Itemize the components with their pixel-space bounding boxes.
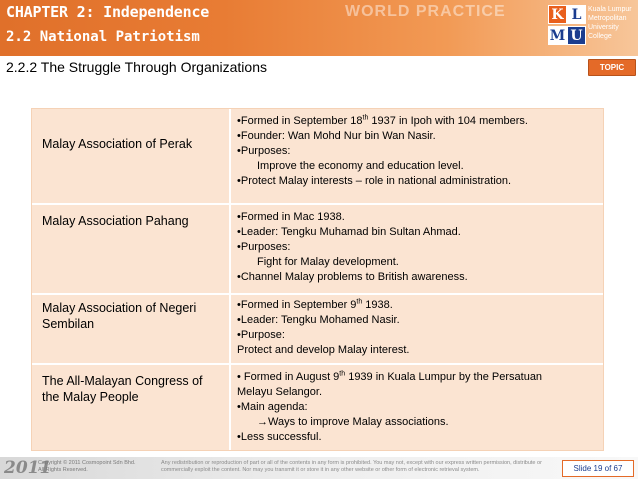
slide-number: Slide 19 of 67 [562,460,634,477]
detail-line [237,255,597,270]
organization-name: The All-Malayan Congress of the Malay People [42,374,203,404]
detail-text: Improve the economy and education level. [257,160,464,172]
detail-line [237,144,597,159]
organization-name: Malay Association Pahang [42,214,189,228]
slide-header [0,0,638,56]
copyright-text [38,460,148,474]
detail-text: Melayu Selangor. [237,386,322,398]
logo-line: Metropolitan [588,15,627,22]
detail-text: •Formed in September 9 [237,299,357,311]
detail-line [237,385,597,400]
detail-text: •Formed in September 18 [237,115,363,127]
section-subtitle: 2.2 National Patriotism [6,29,200,45]
logo-line: University [588,24,619,31]
detail-line [237,159,597,174]
logo-text [588,5,632,41]
detail-text: 1938. [362,299,393,311]
header-watermark: WORLD PRACTICE [345,3,506,20]
logo-letter-u: U [567,26,586,45]
detail-text: •Purposes: [237,145,291,157]
organization-details [237,210,597,285]
detail-text: →Ways to improve Malay associations. [257,416,449,428]
detail-text: •Less successful. [237,431,322,443]
detail-line [237,174,597,189]
column-divider [229,109,231,450]
organization-details [237,298,597,358]
copyright-line: Copyright © 2011 Cosmopoint Sdn Bhd. [38,460,136,466]
detail-text: Protect and develop Malay interest. [237,344,410,356]
detail-line [237,298,597,313]
detail-line [237,210,597,225]
slide-footer [0,457,638,479]
detail-text: •Protect Malay interests – role in national administration. [237,175,512,187]
table-row [32,365,603,450]
detail-line [237,129,597,144]
table-row [32,109,603,205]
organizations-table [31,108,604,451]
detail-text: 1939 in Kuala Lumpur by the Persatuan [345,371,543,383]
topic-button[interactable]: TOPIC [588,59,636,76]
detail-line [237,400,597,415]
detail-text: •Formed in Mac 1938. [237,211,345,223]
organization-name: Malay Association of Negeri Sembilan [42,301,197,331]
copyright-line: All Rights Reserved. [38,467,88,473]
detail-line [237,370,597,385]
detail-text: 1937 in Ipoh with 104 members. [368,115,528,127]
detail-text: •Leader: Tengku Mohamed Nasir. [237,314,400,326]
detail-line [237,240,597,255]
ordinal-suffix: th [356,298,363,306]
organization-name: Malay Association of Perak [42,137,193,151]
ordinal-suffix: th [362,114,369,122]
detail-text: •Main agenda: [237,401,308,413]
table-row [32,205,603,295]
detail-text: •Channel Malay problems to British awareness. [237,271,468,283]
college-logo [548,2,636,52]
detail-line [237,313,597,328]
detail-line [237,430,597,445]
table-row [32,295,603,365]
page-title: 2.2.2 The Struggle Through Organizations [6,59,267,75]
logo-letter-m: M [549,27,566,44]
legal-notice: Any redistribution or reproduction of part or all of the contents in any form is prohibited. You may not, except with our express written permission, distribute or commercially exploit the content. Nor may you transmit it or store it in any other website or other form of electronic retrieval system. [161,460,542,473]
organization-details [237,114,597,189]
detail-line [237,343,597,358]
detail-text: •Founder: Wan Mohd Nur bin Wan Nasir. [237,130,436,142]
detail-text: •Leader: Tengku Muhamad bin Sultan Ahmad. [237,226,461,238]
logo-line: Kuala Lumpur [588,6,632,13]
detail-line [237,270,597,285]
detail-line [237,415,597,430]
detail-text: Fight for Malay development. [257,256,399,268]
detail-text: • Formed in August 9 [237,371,340,383]
detail-line [237,114,597,129]
logo-letter-k: K [548,5,567,24]
detail-line [237,225,597,240]
detail-text: •Purpose: [237,329,285,341]
detail-text: •Purposes: [237,241,291,253]
organization-details [237,370,597,445]
chapter-title: CHAPTER 2: Independence [6,3,210,21]
logo-line: College [588,33,612,40]
logo-letter-l: L [567,5,586,24]
detail-line [237,328,597,343]
ordinal-suffix: th [339,370,346,378]
footer-year: 2011 [4,458,52,478]
